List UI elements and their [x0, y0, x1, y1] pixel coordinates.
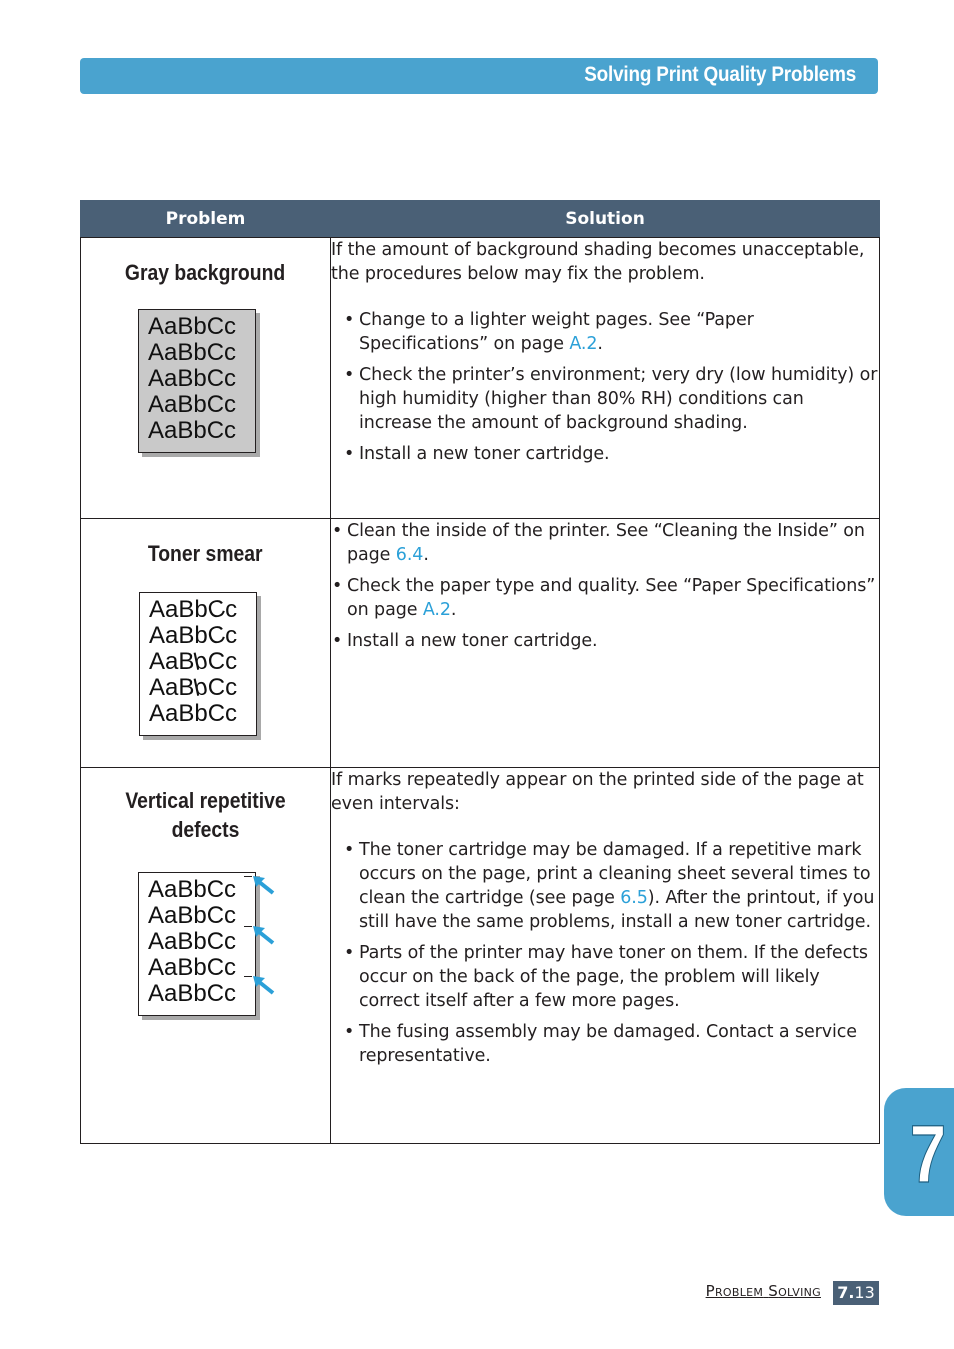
sample-page — [138, 309, 256, 453]
svg-text:7: 7 — [909, 1110, 947, 1190]
problem-title: Toner smear — [148, 541, 263, 566]
footer-section-label: PROBLEM SOLVING — [705, 1282, 821, 1300]
section-title: Solving Print Quality Problems — [584, 63, 856, 86]
table-row — [81, 519, 880, 768]
solution-bullet: • Clean the inside of the printer. See “Cleaning the Inside” on page 6.4. — [331, 519, 879, 567]
solution-bullet: • Install a new toner cartridge. — [331, 629, 879, 653]
solution-list — [343, 838, 879, 1068]
column-header-solution: Solution — [331, 201, 880, 238]
solution-bullet: • Change to a lighter weight pages. See “Paper Specifications” on page A.2. — [343, 308, 879, 356]
vertical-defects-sample — [138, 872, 288, 1016]
sample-line: AaBbCc — [149, 672, 238, 703]
sample-line: AaBbCc — [148, 902, 237, 929]
page-link[interactable]: 6.4 — [395, 545, 424, 565]
solution-bullet: • Check the paper type and quality. See “Paper Specifications” on page A.2. — [331, 574, 879, 622]
solution-cell — [331, 768, 880, 1144]
solution-intro: If the amount of background shading becomes unacceptable, the procedures below may fix the problem. — [331, 240, 865, 284]
solution-list — [331, 519, 879, 653]
sample-line: AaBbCc — [149, 594, 238, 625]
solution-list — [343, 308, 879, 466]
solution-bullet: • The fusing assembly may be damaged. Contact a service representative. — [343, 1020, 879, 1068]
chapter-tab — [884, 1088, 954, 1216]
sample-line: AaBbCc — [148, 391, 237, 418]
sample-line: AaBbCc — [148, 980, 237, 1007]
problem-title: Gray background — [125, 260, 286, 285]
problem-cell — [81, 768, 331, 1144]
solution-bullet: • Install a new toner cartridge. — [343, 442, 879, 466]
sample-line: AaBbCc — [149, 700, 238, 727]
table-row — [81, 238, 880, 519]
solution-cell — [331, 519, 880, 768]
page-link[interactable]: A.2 — [422, 600, 451, 620]
page-number-box: 7.13 — [833, 1281, 879, 1305]
arrow-icon — [253, 926, 279, 948]
sample-line: AaBbCc — [148, 954, 237, 981]
section-header-bar — [80, 58, 878, 94]
sample-line: AaBbCc — [148, 365, 237, 392]
sample-page — [138, 872, 256, 1016]
chapter-number — [908, 1110, 948, 1190]
page-link[interactable]: A.2 — [569, 334, 598, 354]
page-link[interactable]: 6.5 — [620, 888, 648, 908]
solution-bullet: • Parts of the printer may have toner on them. If the defects occur on the back of the page, the problem will likely correct itself after a few more pages. — [343, 941, 879, 1013]
solution-cell — [331, 238, 880, 519]
print-quality-table — [80, 200, 880, 1144]
sample-line: AaBbCc — [148, 417, 237, 444]
gray-background-sample — [138, 309, 256, 453]
sample-line: AaBbCc — [148, 339, 237, 366]
table-row — [81, 768, 880, 1144]
arrow-icon — [253, 976, 279, 998]
problem-cell — [81, 238, 331, 519]
defect-mark — [244, 976, 252, 977]
problem-title: Vertical repetitive defects — [125, 788, 286, 842]
sample-line: AaBbCc — [149, 646, 238, 677]
sample-line: AaBbCc — [148, 313, 237, 340]
solution-intro: If marks repeatedly appear on the printed side of the page at even intervals: — [331, 770, 864, 814]
table-header-row — [81, 201, 880, 238]
sample-line: AaBbCc — [148, 876, 237, 903]
column-header-problem: Problem — [81, 201, 331, 238]
sample-line: AaBbCc — [149, 620, 238, 651]
sample-page — [139, 592, 257, 736]
sample-line: AaBbCc — [148, 928, 237, 955]
toner-smear-sample — [139, 592, 257, 736]
solution-bullet: • The toner cartridge may be damaged. If a repetitive mark occurs on the page, print a cleaning sheet several times to clean the cartridge (see page 6.5). After the printout, if you still have the same problems, install a new toner cartridge. — [343, 838, 879, 934]
problem-cell — [81, 519, 331, 768]
arrow-icon — [253, 876, 279, 898]
defect-mark — [244, 876, 252, 877]
defect-mark — [244, 926, 252, 927]
solution-bullet: • Check the printer’s environment; very dry (low humidity) or high humidity (higher than 80% RH) conditions can increase the amount of background shading. — [343, 363, 879, 435]
